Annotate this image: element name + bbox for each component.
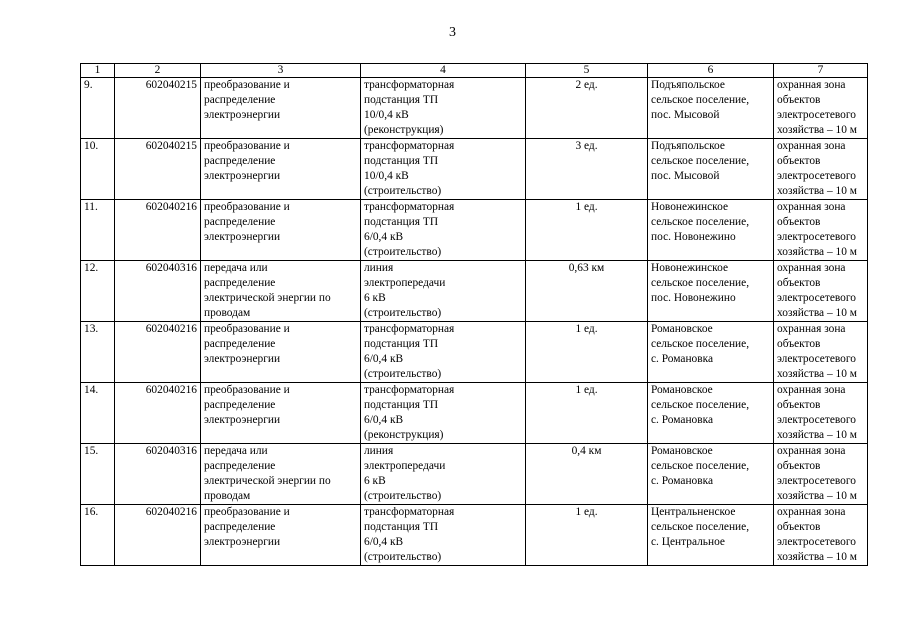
zone-cell: охранная зона объектов электросетевого хозяйства – 10 м — [774, 505, 868, 566]
code-cell: 602040215 — [115, 78, 201, 139]
row-number-cell: 10. — [81, 139, 115, 200]
object-cell: линия электропередачи 6 кВ (строительство) — [361, 261, 526, 322]
quantity-cell: 0,63 км — [526, 261, 648, 322]
object-cell: линия электропередачи 6 кВ (строительство) — [361, 444, 526, 505]
purpose-cell: преобразование и распределение электроэнергии — [201, 78, 361, 139]
row-number-cell: 12. — [81, 261, 115, 322]
quantity-cell: 1 ед. — [526, 383, 648, 444]
quantity-cell: 2 ед. — [526, 78, 648, 139]
quantity-cell: 1 ед. — [526, 322, 648, 383]
column-header: 1 — [81, 64, 115, 78]
row-number-cell: 14. — [81, 383, 115, 444]
table-row — [81, 505, 868, 566]
code-cell: 602040216 — [115, 505, 201, 566]
location-cell: Новонежинское сельское поселение, пос. Новонежино — [648, 200, 774, 261]
row-number-cell: 9. — [81, 78, 115, 139]
location-cell: Подъяпольское сельское поселение, пос. Мысовой — [648, 139, 774, 200]
location-cell: Романовское сельское поселение, с. Романовка — [648, 444, 774, 505]
object-cell: трансформаторная подстанция ТП 10/0,4 кВ (реконструкция) — [361, 78, 526, 139]
code-cell: 602040216 — [115, 200, 201, 261]
object-cell: трансформаторная подстанция ТП 10/0,4 кВ (строительство) — [361, 139, 526, 200]
objects-table — [80, 63, 868, 566]
row-number-cell: 16. — [81, 505, 115, 566]
object-cell: трансформаторная подстанция ТП 6/0,4 кВ (реконструкция) — [361, 383, 526, 444]
table-row — [81, 444, 868, 505]
row-number-cell: 13. — [81, 322, 115, 383]
location-cell: Новонежинское сельское поселение, пос. Новонежино — [648, 261, 774, 322]
column-header: 2 — [115, 64, 201, 78]
column-header: 3 — [201, 64, 361, 78]
object-cell: трансформаторная подстанция ТП 6/0,4 кВ (строительство) — [361, 200, 526, 261]
quantity-cell: 3 ед. — [526, 139, 648, 200]
header-row — [81, 64, 868, 78]
purpose-cell: преобразование и распределение электроэнергии — [201, 139, 361, 200]
object-cell: трансформаторная подстанция ТП 6/0,4 кВ (строительство) — [361, 505, 526, 566]
column-header: 7 — [774, 64, 868, 78]
location-cell: Романовское сельское поселение, с. Романовка — [648, 383, 774, 444]
row-number-cell: 11. — [81, 200, 115, 261]
table-row — [81, 261, 868, 322]
code-cell: 602040316 — [115, 444, 201, 505]
zone-cell: охранная зона объектов электросетевого хозяйства – 10 м — [774, 261, 868, 322]
location-cell: Подъяпольское сельское поселение, пос. Мысовой — [648, 78, 774, 139]
column-header: 4 — [361, 64, 526, 78]
quantity-cell: 1 ед. — [526, 505, 648, 566]
page-number: 3 — [449, 25, 456, 40]
zone-cell: охранная зона объектов электросетевого хозяйства – 10 м — [774, 78, 868, 139]
purpose-cell: передача или распределение электрической энергии по проводам — [201, 261, 361, 322]
table-row — [81, 139, 868, 200]
code-cell: 602040316 — [115, 261, 201, 322]
table-row — [81, 200, 868, 261]
purpose-cell: преобразование и распределение электроэнергии — [201, 322, 361, 383]
code-cell: 602040216 — [115, 383, 201, 444]
location-cell: Романовское сельское поселение, с. Романовка — [648, 322, 774, 383]
purpose-cell: передача или распределение электрической энергии по проводам — [201, 444, 361, 505]
purpose-cell: преобразование и распределение электроэнергии — [201, 505, 361, 566]
zone-cell: охранная зона объектов электросетевого хозяйства – 10 м — [774, 322, 868, 383]
table-row — [81, 383, 868, 444]
column-header: 6 — [648, 64, 774, 78]
zone-cell: охранная зона объектов электросетевого хозяйства – 10 м — [774, 200, 868, 261]
zone-cell: охранная зона объектов электросетевого хозяйства – 10 м — [774, 139, 868, 200]
column-header: 5 — [526, 64, 648, 78]
code-cell: 602040216 — [115, 322, 201, 383]
row-number-cell: 15. — [81, 444, 115, 505]
purpose-cell: преобразование и распределение электроэнергии — [201, 383, 361, 444]
zone-cell: охранная зона объектов электросетевого хозяйства – 10 м — [774, 383, 868, 444]
quantity-cell: 0,4 км — [526, 444, 648, 505]
table-row — [81, 78, 868, 139]
table-row — [81, 322, 868, 383]
object-cell: трансформаторная подстанция ТП 6/0,4 кВ (строительство) — [361, 322, 526, 383]
purpose-cell: преобразование и распределение электроэнергии — [201, 200, 361, 261]
quantity-cell: 1 ед. — [526, 200, 648, 261]
location-cell: Центральненское сельское поселение, с. Центральное — [648, 505, 774, 566]
zone-cell: охранная зона объектов электросетевого хозяйства – 10 м — [774, 444, 868, 505]
code-cell: 602040215 — [115, 139, 201, 200]
